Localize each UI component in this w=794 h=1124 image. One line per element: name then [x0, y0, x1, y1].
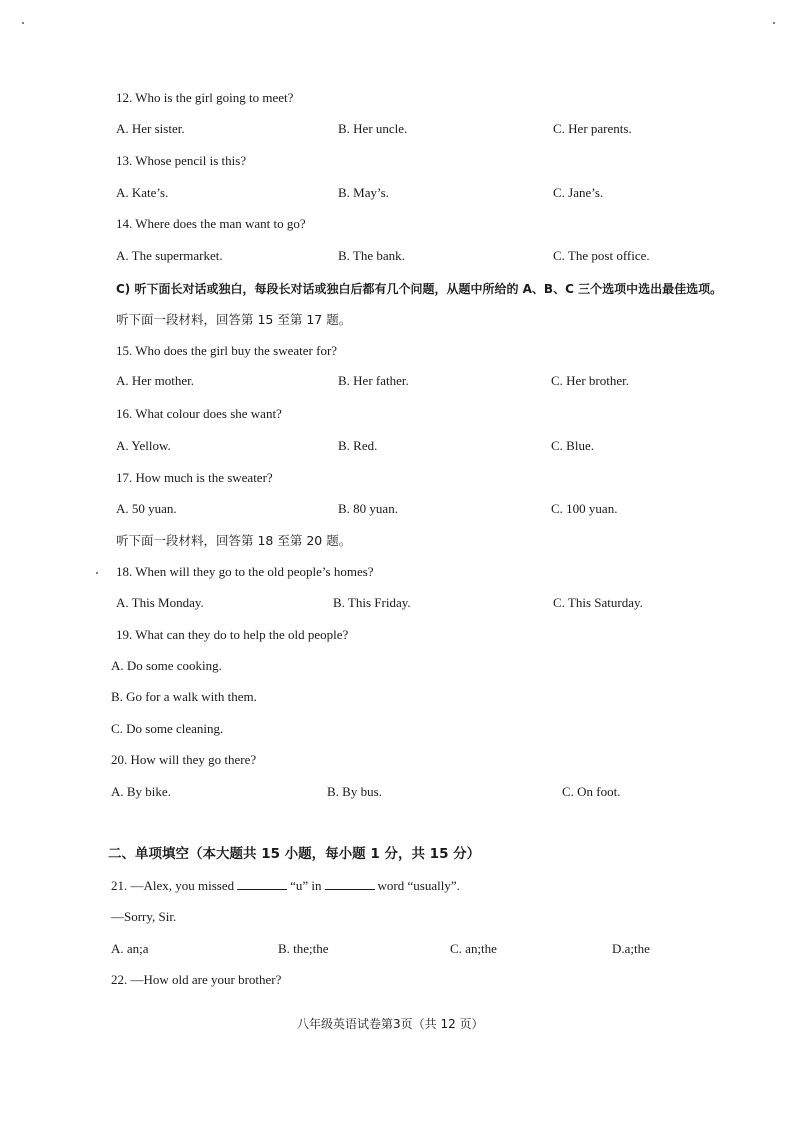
question-19-option-c: C. Do some cleaning. [111, 721, 224, 736]
question-19-option-a: A. Do some cooking. [111, 658, 222, 673]
scan-mark [96, 572, 98, 574]
question-16-option-a: A. Yellow. [116, 438, 171, 453]
section-2-title: 二、单项填空（本大题共 15 小题，每小题 1 分，共 15 分） [108, 846, 481, 862]
question-15-option-a: A. Her mother. [116, 373, 194, 388]
question-12-stem: 12. Who is the girl going to meet? [116, 90, 294, 105]
question-16-option-c: C. Blue. [551, 438, 594, 453]
question-21-stem [111, 877, 460, 894]
question-19-stem: 19. What can they do to help the old people? [116, 627, 349, 642]
question-18-option-a: A. This Monday. [116, 595, 204, 610]
question-21-text-part2: “u” in [290, 878, 322, 893]
question-17-option-a: A. 50 yuan. [116, 501, 177, 516]
question-13-option-c: C. Jane’s. [553, 185, 604, 200]
question-20-stem: 20. How will they go there? [111, 752, 257, 767]
question-14-option-a: A. The supermarket. [116, 248, 223, 263]
answer-blank [237, 877, 287, 890]
question-17-option-b: B. 80 yuan. [338, 501, 398, 516]
question-17-option-c: C. 100 yuan. [551, 501, 618, 516]
question-17-stem: 17. How much is the sweater? [116, 470, 273, 485]
material-2-instruction: 听下面一段材料，回答第 18 至第 20 题。 [116, 533, 352, 548]
question-21-text-part3: word “usually”. [377, 878, 460, 893]
question-18-option-c: C. This Saturday. [553, 595, 643, 610]
question-18-option-b: B. This Friday. [333, 595, 411, 610]
scan-mark [22, 22, 24, 24]
question-14-option-c: C. The post office. [553, 248, 650, 263]
question-14-option-b: B. The bank. [338, 248, 405, 263]
answer-blank [325, 877, 375, 890]
question-15-stem: 15. Who does the girl buy the sweater for? [116, 343, 338, 358]
question-21-option-c: C. an;the [450, 941, 497, 956]
question-18-stem: 18. When will they go to the old people’s homes? [116, 564, 374, 579]
question-12-option-c: C. Her parents. [553, 121, 632, 136]
question-20-option-b: B. By bus. [327, 784, 382, 799]
question-22-stem: 22. —How old are your brother? [111, 972, 282, 987]
question-21-text-part1: 21. —Alex, you missed [111, 878, 235, 893]
question-20-option-c: C. On foot. [562, 784, 621, 799]
question-21-option-d: D.a;the [612, 941, 650, 956]
question-19-option-b: B. Go for a walk with them. [111, 689, 257, 704]
page-footer: 八年级英语试卷第3页（共 12 页） [297, 1017, 484, 1031]
question-13-option-a: A. Kate’s. [116, 185, 169, 200]
question-13-stem: 13. Whose pencil is this? [116, 153, 247, 168]
question-15-option-c: C. Her brother. [551, 373, 629, 388]
question-20-option-a: A. By bike. [111, 784, 171, 799]
question-16-stem: 16. What colour does she want? [116, 406, 282, 421]
question-21-option-b: B. the;the [278, 941, 329, 956]
question-12-option-a: A. Her sister. [116, 121, 185, 136]
section-c-instruction: C) 听下面长对话或独白，每段长对话或独白后都有几个问题，从题中所给的 A、B、C 三个选项中选出最佳选项。 [116, 282, 723, 296]
question-12-option-b: B. Her uncle. [338, 121, 408, 136]
question-21-option-a: A. an;a [111, 941, 149, 956]
material-1-instruction: 听下面一段材料，回答第 15 至第 17 题。 [116, 312, 352, 327]
question-15-option-b: B. Her father. [338, 373, 409, 388]
question-13-option-b: B. May’s. [338, 185, 389, 200]
question-16-option-b: B. Red. [338, 438, 378, 453]
question-21-reply: —Sorry, Sir. [111, 909, 177, 924]
scan-mark [773, 22, 775, 24]
question-14-stem: 14. Where does the man want to go? [116, 216, 306, 231]
